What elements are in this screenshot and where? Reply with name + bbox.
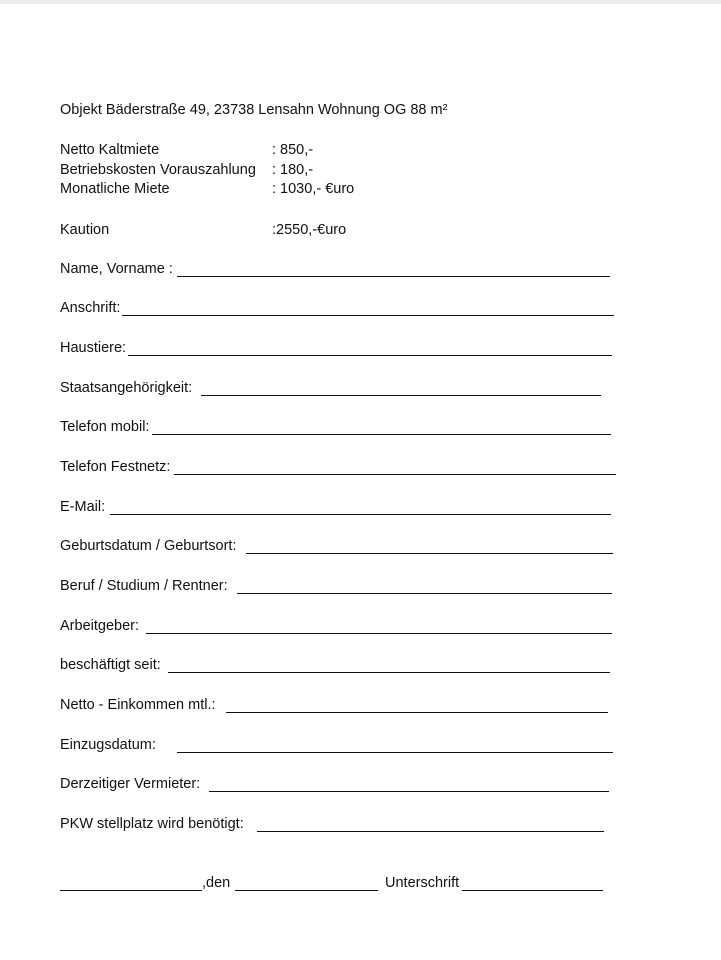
field-label-landline: Telefon Festnetz: <box>60 459 171 475</box>
rent-label-net: Netto Kaltmiete <box>60 142 160 158</box>
den-label: ,den <box>202 875 231 891</box>
signature-input-line[interactable] <box>462 890 603 891</box>
place-input-line[interactable] <box>60 890 202 891</box>
field-label-email: E-Mail: <box>60 499 106 515</box>
signature-label: Unterschrift <box>385 875 460 891</box>
rent-value-net: : 850,- <box>272 142 314 158</box>
pets-input-line[interactable] <box>128 355 612 356</box>
email-input-line[interactable] <box>110 514 611 515</box>
occupation-input-line[interactable] <box>237 593 612 594</box>
name-input-line[interactable] <box>177 276 610 277</box>
field-label-mobile: Telefon mobil: <box>60 419 150 435</box>
field-label-income: Netto - Einkommen mtl.: <box>60 697 216 713</box>
field-label-occupation: Beruf / Studium / Rentner: <box>60 578 228 594</box>
address-input-line[interactable] <box>122 315 614 316</box>
field-label-birth: Geburtsdatum / Geburtsort: <box>60 538 237 554</box>
field-label-employed-since: beschäftigt seit: <box>60 657 161 673</box>
rent-value-monthly: : 1030,- €uro <box>272 181 355 197</box>
landlord-input-line[interactable] <box>209 791 609 792</box>
field-label-name: Name, Vorname : <box>60 261 173 277</box>
field-label-address: Anschrift: <box>60 300 121 316</box>
date-input-line[interactable] <box>235 890 378 891</box>
birth-input-line[interactable] <box>246 553 613 554</box>
field-label-landlord: Derzeitiger Vermieter: <box>60 776 201 792</box>
rent-value-costs: : 180,- <box>272 162 314 178</box>
rent-label-costs: Betriebskosten Vorauszahlung <box>60 162 256 178</box>
signature-row <box>60 874 620 892</box>
income-input-line[interactable] <box>226 712 608 713</box>
field-label-nationality: Staatsangehörigkeit: <box>60 380 193 396</box>
landline-input-line[interactable] <box>174 474 616 475</box>
object-address: Objekt Bäderstraße 49, 23738 Lensahn Wohnung OG 88 m² <box>60 102 448 118</box>
field-label-parking: PKW stellplatz wird benötigt: <box>60 816 244 832</box>
field-label-move-in: Einzugsdatum: <box>60 737 156 753</box>
deposit-value: :2550,-€uro <box>272 222 347 238</box>
employer-input-line[interactable] <box>146 633 612 634</box>
deposit-label: Kaution <box>60 222 110 238</box>
employed-since-input-line[interactable] <box>168 672 610 673</box>
page-top-edge <box>0 0 721 4</box>
move-in-input-line[interactable] <box>177 752 613 753</box>
parking-input-line[interactable] <box>257 831 604 832</box>
field-label-employer: Arbeitgeber: <box>60 618 139 634</box>
field-label-pets: Haustiere: <box>60 340 127 356</box>
mobile-input-line[interactable] <box>152 434 611 435</box>
nationality-input-line[interactable] <box>201 395 601 396</box>
rent-label-monthly: Monatliche Miete <box>60 181 170 197</box>
